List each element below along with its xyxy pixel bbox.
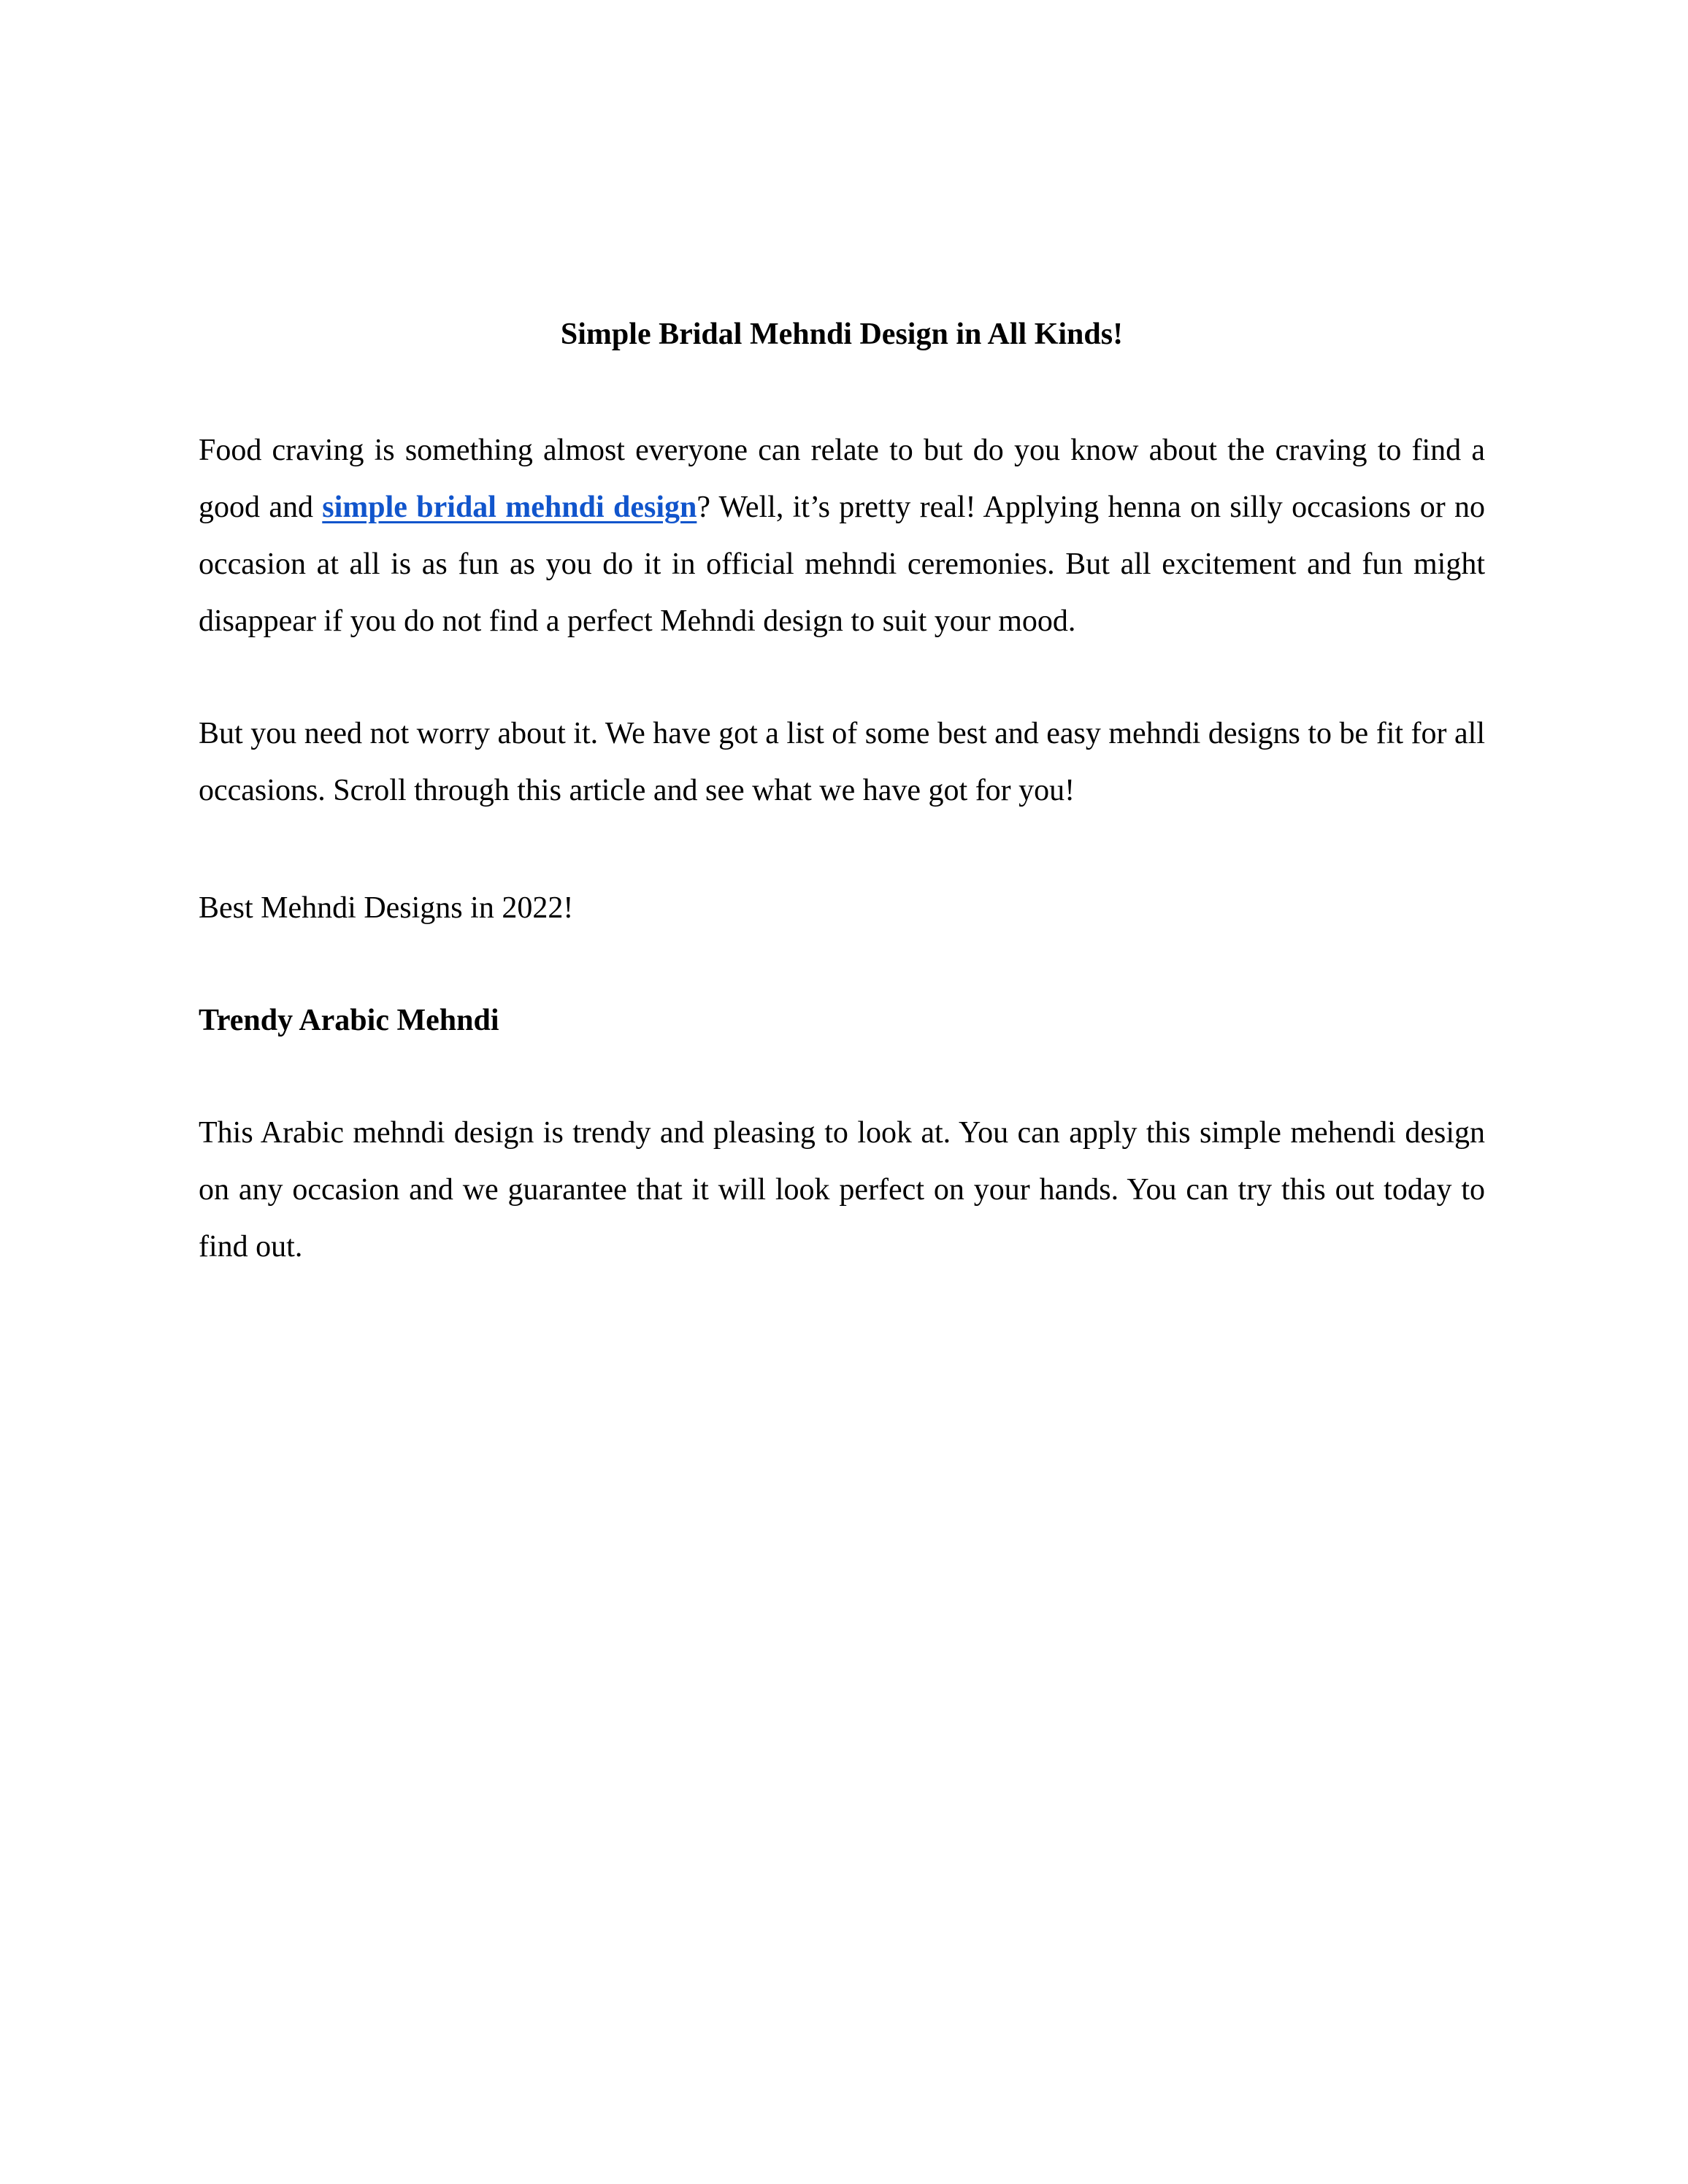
intro-paragraph: [199, 422, 1485, 650]
best-designs-line: Best Mehndi Designs in 2022!: [199, 891, 574, 925]
simple-bridal-mehndi-design-link[interactable]: simple bridal mehndi design: [322, 491, 697, 524]
document-body: [199, 312, 1485, 1275]
arabic-mehndi-paragraph: This Arabic mehndi design is trendy and pleasing to look at. You can apply this simple mehendi design on any occasion and we guarantee that it will look perfect on your hands. You can try this out today to find out.: [199, 1116, 1485, 1264]
document-title: Simple Bridal Mehndi Design in All Kinds!: [560, 318, 1124, 351]
intro-text-before-link: Food craving is something almost everyone can relate to but do you know about the craving to find a good and: [199, 434, 1485, 524]
intro-text-after-link: ? Well, it’s pretty real! Applying henna on silly occasions or no occasion at all is as fun as you do it in official mehndi ceremonies. But all excitement and fun might disappear if you do not find a perfect Mehndi design to suit your mood.: [199, 491, 1485, 638]
section-heading-trendy-arabic-mehndi: Trendy Arabic Mehndi: [199, 1004, 499, 1037]
reassurance-paragraph: But you need not worry about it. We have got a list of some best and easy mehndi designs to be fit for all occasions. Scroll through this article and see what we have got for you!: [199, 717, 1485, 807]
